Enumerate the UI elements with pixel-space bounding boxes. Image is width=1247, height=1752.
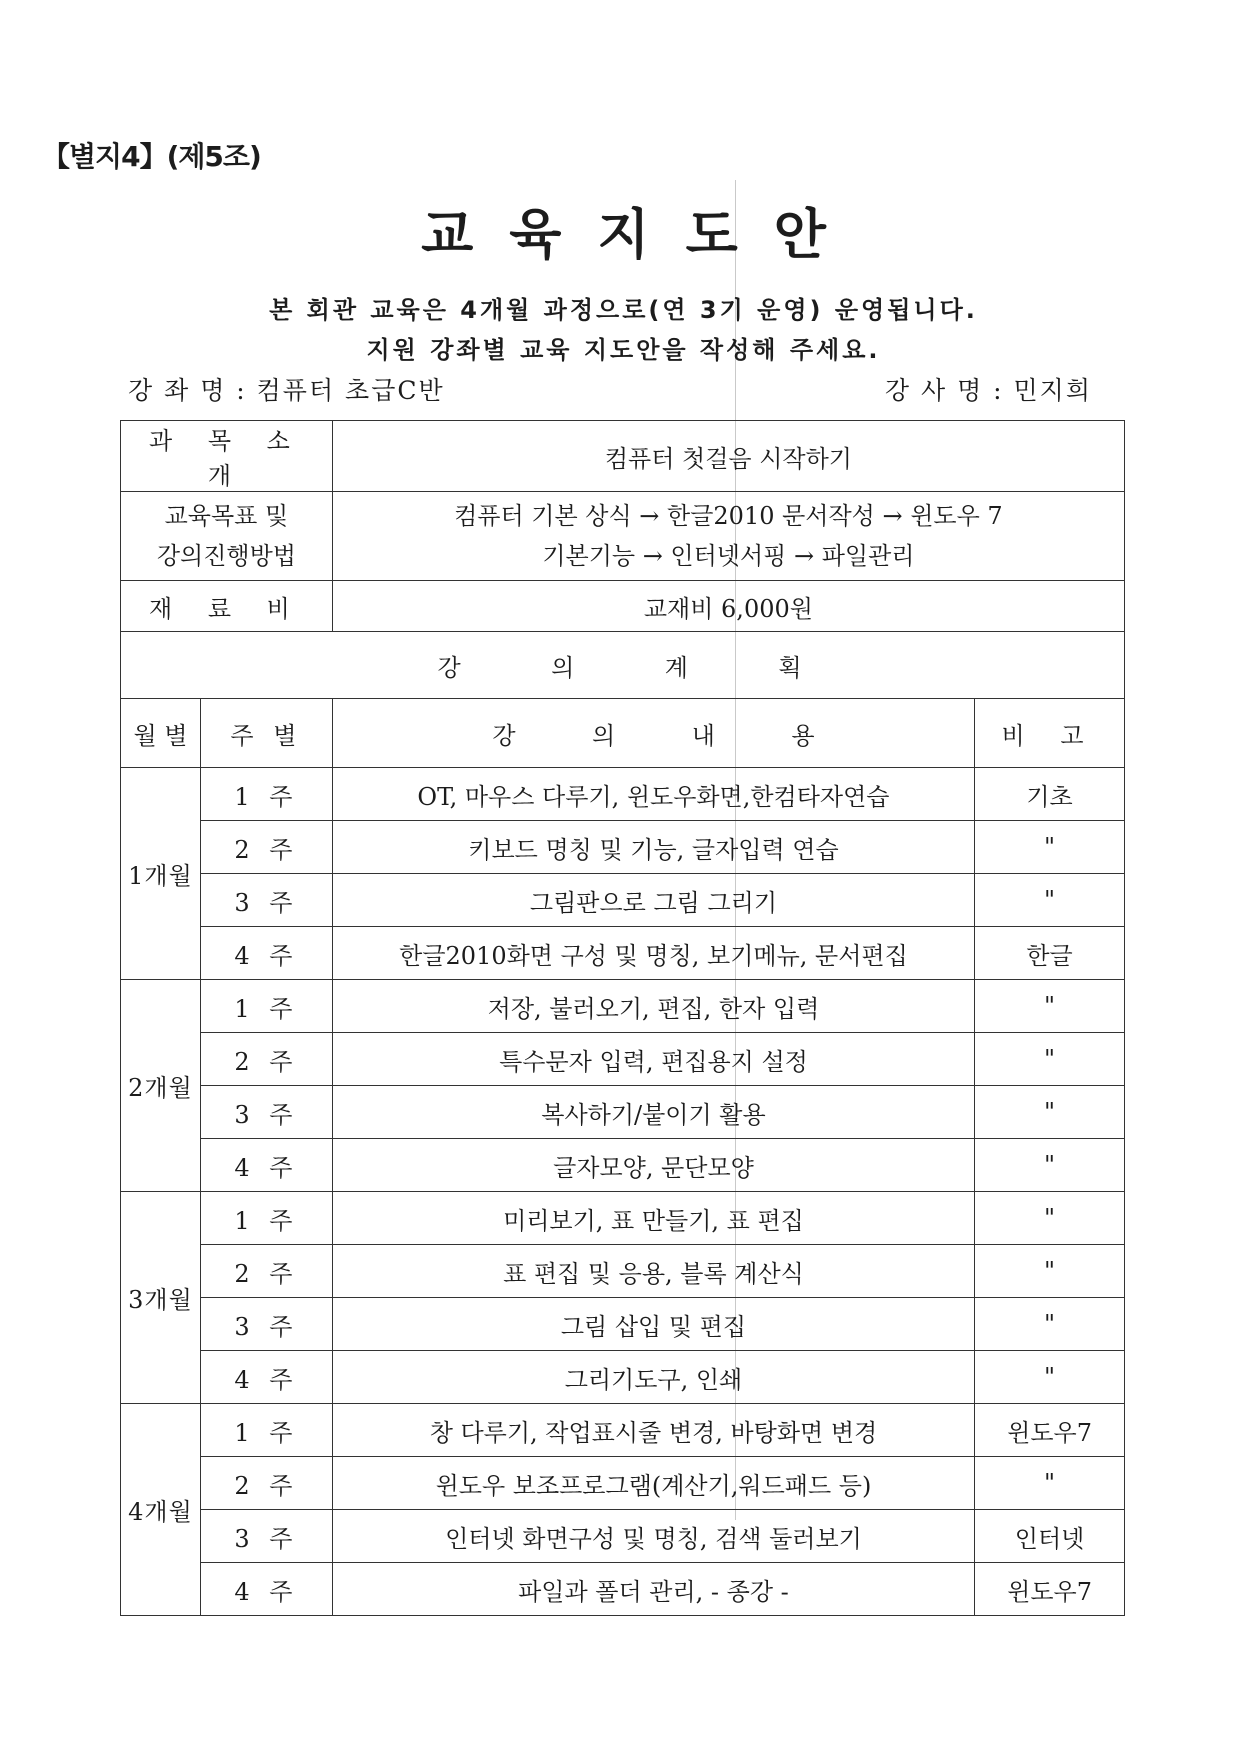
week-cell: 4 주 [200, 927, 332, 980]
goal-value [332, 492, 1124, 581]
note-cell: " [975, 980, 1125, 1033]
goal-value-line-1: 컴퓨터 기본 상식 → 한글2010 문서작성 → 윈도우 7 [454, 502, 1003, 530]
month-cell: 2개월 [121, 980, 201, 1192]
week-cell: 4 주 [200, 1351, 332, 1404]
course-intro-row [121, 421, 1125, 492]
week-cell: 3 주 [200, 1086, 332, 1139]
content-cell: 인터넷 화면구성 및 명칭, 검색 둘러보기 [332, 1510, 974, 1563]
month-cell: 3개월 [121, 1192, 201, 1404]
note-cell: " [975, 1351, 1125, 1404]
note-cell: 인터넷 [975, 1510, 1125, 1563]
material-fee-row [121, 581, 1125, 632]
schedule-row [121, 1298, 1125, 1351]
week-cell: 1 주 [200, 768, 332, 821]
schedule-row [121, 1033, 1125, 1086]
content-cell: OT, 마우스 다루기, 윈도우화면,한컴타자연습 [332, 768, 974, 821]
content-cell: 그림판으로 그림 그리기 [332, 874, 974, 927]
plan-title-char: 의 [551, 653, 581, 682]
week-cell: 4 주 [200, 1563, 332, 1616]
schedule-row [121, 1510, 1125, 1563]
week-cell: 2 주 [200, 1245, 332, 1298]
schedule-row [121, 1351, 1125, 1404]
content-cell: 복사하기/붙이기 활용 [332, 1086, 974, 1139]
schedule-header-row [121, 699, 1125, 768]
course-name: 강 좌 명 : 컴퓨터 초급C반 [128, 376, 445, 405]
schedule-row [121, 821, 1125, 874]
content-cell: 키보드 명칭 및 기능, 글자입력 연습 [332, 821, 974, 874]
content-cell: 그리기도구, 인쇄 [332, 1351, 974, 1404]
schedule-row [121, 1457, 1125, 1510]
note-cell: " [975, 1139, 1125, 1192]
week-cell: 4 주 [200, 1139, 332, 1192]
goal-label-line-1: 교육목표 및 [164, 502, 289, 530]
schedule-row [121, 874, 1125, 927]
note-cell: 한글 [975, 927, 1125, 980]
plan-title-char: 강 [437, 653, 467, 682]
notice-line-2: 지원 강좌별 교육 지도안을 작성해 주세요. [366, 336, 881, 364]
goal-label-line-2: 강의진행방법 [156, 542, 296, 570]
schedule-row [121, 1563, 1125, 1616]
content-cell: 파일과 폴더 관리, - 종강 - [332, 1563, 974, 1616]
content-cell: 윈도우 보조프로그램(계산기,워드패드 등) [332, 1457, 974, 1510]
note-cell: " [975, 874, 1125, 927]
note-cell: " [975, 1298, 1125, 1351]
note-header: 비 고 [975, 699, 1125, 768]
plan-title-char: 계 [664, 653, 694, 682]
plan-title-char: 획 [778, 653, 808, 682]
notice-line-1: 본 회관 교육은 4개월 과정으로(연 3기 운영) 운영됩니다. [269, 296, 978, 324]
content-cell: 한글2010화면 구성 및 명칭, 보기메뉴, 문서편집 [332, 927, 974, 980]
goal-row [121, 492, 1125, 581]
instructor-name: 강 사 명 : 민지희 [884, 376, 1092, 405]
content-cell: 창 다루기, 작업표시줄 변경, 바탕화면 변경 [332, 1404, 974, 1457]
course-intro-label: 과 목 소 개 [121, 421, 333, 492]
note-cell: " [975, 1457, 1125, 1510]
goal-label [121, 492, 333, 581]
schedule-row [121, 768, 1125, 821]
content-cell: 특수문자 입력, 편집용지 설정 [332, 1033, 974, 1086]
content-header-char: 의 [592, 721, 616, 750]
week-cell: 2 주 [200, 1033, 332, 1086]
material-fee-value: 교재비 6,000원 [332, 581, 1124, 632]
content-header-char: 용 [791, 721, 815, 750]
attachment-label: 【별지4】(제5조) [42, 140, 261, 173]
week-cell: 1 주 [200, 1192, 332, 1245]
course-intro-value: 컴퓨터 첫걸음 시작하기 [332, 421, 1124, 492]
schedule-row [121, 1086, 1125, 1139]
note-cell: " [975, 821, 1125, 874]
schedule-row [121, 1404, 1125, 1457]
note-cell: " [975, 1033, 1125, 1086]
note-cell: 윈도우7 [975, 1404, 1125, 1457]
note-cell: 기초 [975, 768, 1125, 821]
content-header-char: 내 [691, 721, 715, 750]
content-header [332, 699, 974, 768]
goal-value-line-2: 기본기능 → 인터넷서핑 → 파일관리 [542, 542, 915, 570]
content-cell: 표 편집 및 응용, 블록 계산식 [332, 1245, 974, 1298]
week-cell: 3 주 [200, 1510, 332, 1563]
week-cell: 1 주 [200, 1404, 332, 1457]
schedule-row [121, 1192, 1125, 1245]
month-header: 월 별 [121, 699, 201, 768]
schedule-row [121, 1245, 1125, 1298]
week-cell: 2 주 [200, 821, 332, 874]
schedule-row [121, 980, 1125, 1033]
note-cell: " [975, 1192, 1125, 1245]
week-cell: 3 주 [200, 1298, 332, 1351]
week-cell: 3 주 [200, 874, 332, 927]
month-cell: 1개월 [121, 768, 201, 980]
schedule-row [121, 927, 1125, 980]
week-cell: 1 주 [200, 980, 332, 1033]
lecture-plan-title-row [121, 632, 1125, 699]
content-cell: 그림 삽입 및 편집 [332, 1298, 974, 1351]
week-header: 주 별 [200, 699, 332, 768]
note-cell: 윈도우7 [975, 1563, 1125, 1616]
content-cell: 저장, 불러오기, 편집, 한자 입력 [332, 980, 974, 1033]
lecture-plan-title [121, 632, 1125, 699]
schedule-row [121, 1139, 1125, 1192]
content-cell: 글자모양, 문단모양 [332, 1139, 974, 1192]
month-cell: 4개월 [121, 1404, 201, 1616]
content-header-char: 강 [492, 721, 516, 750]
note-cell: " [975, 1086, 1125, 1139]
document-title: 교육지도안 [421, 202, 862, 266]
lesson-plan-table [120, 420, 1125, 1616]
note-cell: " [975, 1245, 1125, 1298]
content-cell: 미리보기, 표 만들기, 표 편집 [332, 1192, 974, 1245]
material-fee-label: 재 료 비 [121, 581, 333, 632]
week-cell: 2 주 [200, 1457, 332, 1510]
